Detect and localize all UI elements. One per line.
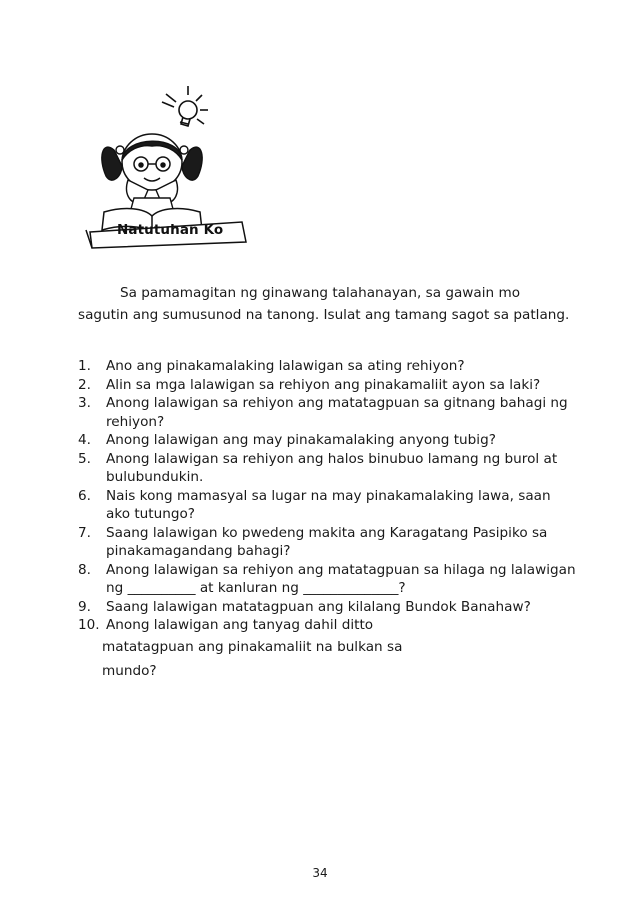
section-title: Natutuhan Ko — [117, 222, 224, 238]
question-item-10 — [78, 616, 578, 683]
question-item — [78, 431, 578, 450]
question-text: Anong lalawigan sa rehiyon ang halos binubuo lamang ng burol at bulubundukin. — [106, 450, 558, 485]
question-item — [78, 450, 578, 487]
question-number: 4. — [78, 432, 91, 448]
question-text-continued: matatagpuan ang pinakamaliit na bulkan sa — [102, 638, 403, 655]
question-number: 9. — [78, 598, 91, 615]
question-item — [78, 524, 578, 561]
page-number: 34 — [312, 866, 328, 880]
question-number: 6. — [78, 487, 91, 504]
question-list — [78, 357, 578, 683]
question-text: Anong lalawigan sa rehiyon ang matatagpuan sa hilaga ng lalawigan ng __________ at kanluran ng ______________? — [106, 561, 576, 596]
question-number: 2. — [78, 376, 91, 393]
question-text: Ano ang pinakamalaking lalawigan sa ating rehiyon? — [106, 358, 465, 374]
question-item — [78, 598, 578, 617]
question-text: Saang lalawigan ko pwedeng makita ang Karagatang Pasipiko sa pinakamagandang bahagi? — [106, 524, 548, 559]
question-text: Anong lalawigan sa rehiyon ang matatagpuan sa gitnang bahagi ng rehiyon? — [106, 395, 568, 430]
question-number: 1. — [78, 358, 91, 374]
question-number: 5. — [78, 450, 91, 467]
question-item — [78, 561, 578, 598]
instructions-paragraph: Sa pamamagitan ng ginawang talahanayan, sa gawain mo sagutin ang sumusunod na tanong. Isulat ang tamang sagot sa patlang. — [78, 285, 570, 323]
question-number: 8. — [78, 561, 91, 578]
question-number: 3. — [78, 395, 91, 411]
question-text: Nais kong mamasyal sa lugar na may pinakamalaking lawa, saan ako tutungo? — [106, 487, 551, 522]
question-item — [78, 394, 578, 431]
question-item — [78, 376, 578, 395]
question-text: Saang lalawigan matatagpuan ang kilalang Bundok Banahaw? — [106, 598, 531, 615]
question-text: Anong lalawigan ang tanyag dahil ditto — [106, 617, 374, 633]
question-item — [78, 357, 578, 376]
question-text: Alin sa mga lalawigan sa rehiyon ang pinakamaliit ayon sa laki? — [106, 376, 541, 393]
question-item — [78, 487, 578, 524]
question-text-continued: mundo? — [102, 662, 157, 679]
question-text: Anong lalawigan ang may pinakamalaking anyong tubig? — [106, 432, 496, 448]
question-number: 7. — [78, 524, 91, 541]
light-bulb-icon — [162, 86, 208, 126]
question-number: 10. — [78, 617, 100, 633]
